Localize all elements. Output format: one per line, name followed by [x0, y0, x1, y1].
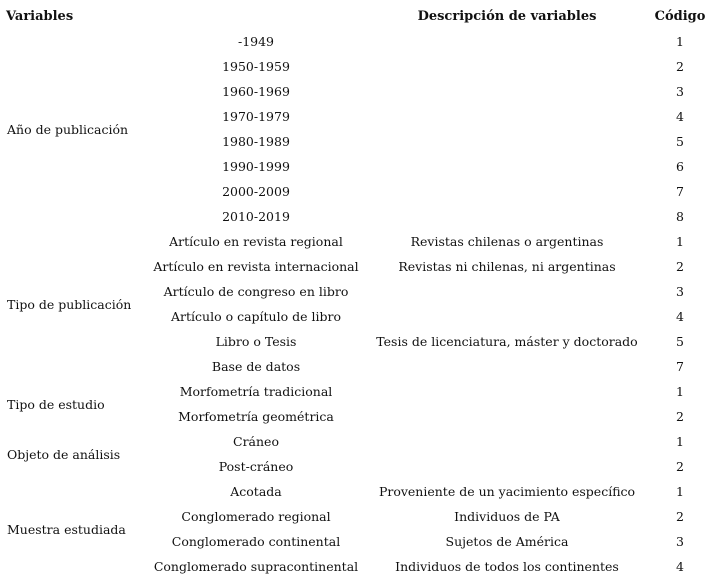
codigo-cell: 3 — [676, 84, 684, 99]
descripcion-cell: Revistas ni chilenas, ni argentinas — [398, 259, 616, 274]
descripcion-cell: Revistas chilenas o argentinas — [410, 234, 604, 249]
header-row — [0, 4, 712, 29]
table-row — [0, 429, 712, 454]
header-codigo: Código — [654, 9, 706, 24]
codigo-cell: 1 — [676, 434, 684, 449]
variable-cell: Morfometría geométrica — [178, 409, 334, 424]
codigo-cell: 6 — [676, 159, 684, 174]
header-descripcion: Descripción de variables — [417, 9, 597, 24]
descripcion-cell — [366, 454, 648, 479]
table-body — [0, 29, 712, 579]
codigo-cell: 2 — [676, 59, 684, 74]
codigo-cell: 1 — [676, 234, 684, 249]
codigo-cell: 3 — [676, 284, 684, 299]
codigo-cell: 7 — [676, 359, 684, 374]
codigo-cell: 4 — [676, 559, 684, 574]
codigo-cell: 4 — [676, 109, 684, 124]
variable-cell: 2000-2009 — [222, 184, 290, 199]
table-header — [0, 4, 712, 29]
descripcion-cell — [366, 29, 648, 54]
variables-table — [0, 4, 712, 579]
variable-cell: -1949 — [237, 34, 275, 49]
variable-cell: Artículo de congreso en libro — [163, 284, 349, 299]
descripcion-cell — [366, 304, 648, 329]
codigo-cell: 1 — [676, 384, 684, 399]
codigo-cell: 7 — [676, 184, 684, 199]
descripcion-cell: Proveniente de un yacimiento específico — [378, 484, 636, 499]
group-label: Tipo de publicación — [7, 296, 132, 312]
descripcion-cell: Tesis de licenciatura, máster y doctorado — [376, 334, 638, 349]
descripcion-cell — [366, 354, 648, 379]
codigo-cell: 2 — [676, 509, 684, 524]
descripcion-cell — [366, 429, 648, 454]
variable-cell: Artículo en revista internacional — [153, 259, 359, 274]
group-label: Muestra estudiada — [7, 521, 126, 537]
variable-cell: 1960-1969 — [222, 84, 290, 99]
group-label: Año de publicación — [7, 121, 129, 137]
variable-cell: Artículo en revista regional — [169, 234, 343, 249]
codigo-cell: 2 — [676, 259, 684, 274]
descripcion-cell: Individuos de todos los continentes — [395, 559, 619, 574]
descripcion-cell: Individuos de PA — [454, 509, 560, 524]
descripcion-cell — [366, 129, 648, 154]
codigo-cell: 5 — [676, 134, 684, 149]
variable-cell: 2010-2019 — [222, 209, 290, 224]
header-variables: Variables — [6, 9, 74, 24]
table-row — [0, 479, 712, 504]
table-row — [0, 379, 712, 404]
descripcion-cell — [366, 279, 648, 304]
codigo-cell: 1 — [676, 34, 684, 49]
descripcion-cell — [366, 54, 648, 79]
descripcion-cell: Sujetos de América — [445, 534, 569, 549]
variable-cell: 1950-1959 — [222, 59, 290, 74]
group-label: Objeto de análisis — [7, 446, 121, 462]
descripcion-cell — [366, 379, 648, 404]
variable-cell: 1970-1979 — [222, 109, 290, 124]
variable-cell: Conglomerado supracontinental — [153, 559, 359, 574]
descripcion-cell — [366, 154, 648, 179]
table-row — [0, 229, 712, 254]
variable-cell: Base de datos — [211, 359, 301, 374]
codigo-cell: 2 — [676, 459, 684, 474]
codigo-cell: 8 — [676, 209, 684, 224]
variable-cell: Conglomerado continental — [171, 534, 341, 549]
table-row — [0, 29, 712, 54]
variable-cell: Libro o Tesis — [215, 334, 297, 349]
descripcion-cell — [366, 179, 648, 204]
descripcion-cell — [366, 79, 648, 104]
descripcion-cell — [366, 204, 648, 229]
variable-cell: Artículo o capítulo de libro — [171, 309, 341, 324]
variable-cell: Morfometría tradicional — [179, 384, 333, 399]
variable-cell: Cráneo — [233, 434, 279, 449]
variable-cell: 1980-1989 — [222, 134, 290, 149]
codigo-cell: 4 — [676, 309, 684, 324]
group-label: Tipo de estudio — [7, 396, 105, 412]
descripcion-cell — [366, 104, 648, 129]
variable-cell: Post-cráneo — [218, 459, 294, 474]
codigo-cell: 3 — [676, 534, 684, 549]
variable-cell: Conglomerado regional — [181, 509, 331, 524]
variable-cell: 1990-1999 — [222, 159, 290, 174]
codigo-cell: 1 — [676, 484, 684, 499]
descripcion-cell — [366, 404, 648, 429]
codigo-cell: 2 — [676, 409, 684, 424]
codigo-cell: 5 — [676, 334, 684, 349]
variable-cell: Acotada — [230, 484, 282, 499]
